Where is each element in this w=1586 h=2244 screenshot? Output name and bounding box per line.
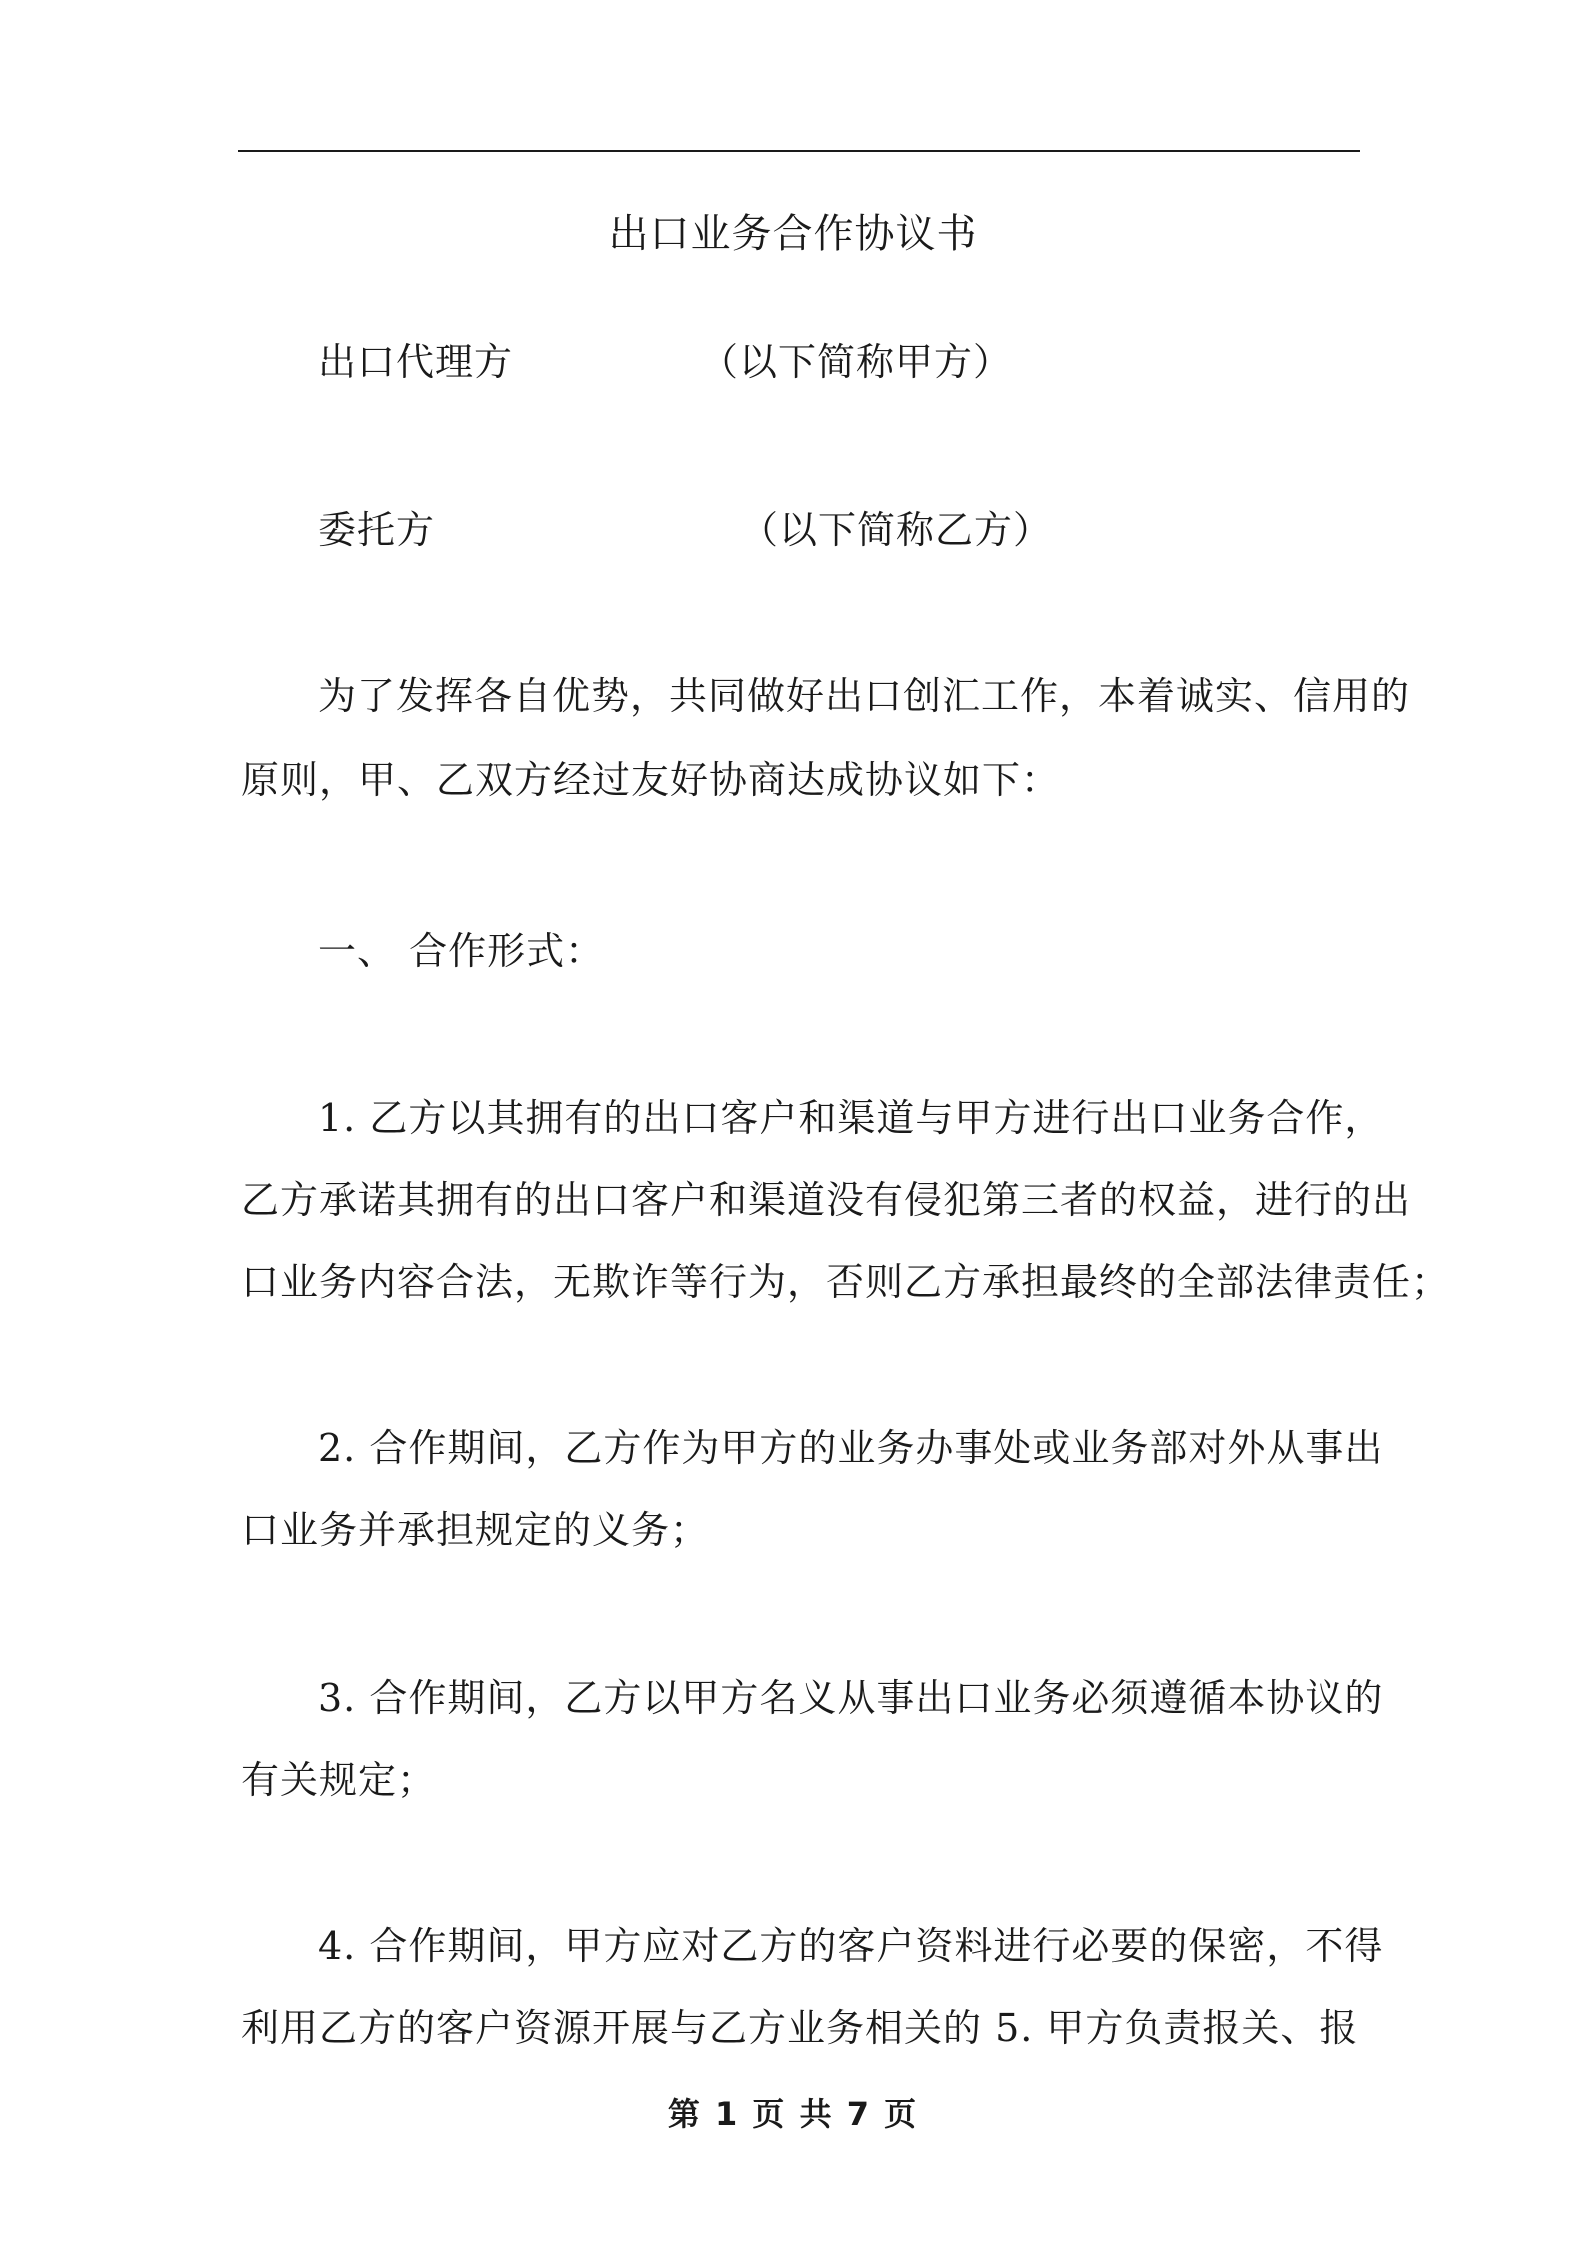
clause-1-line-2: 乙方承诺其拥有的出口客户和渠道没有侵犯第三者的权益，进行的出 [241, 1178, 1412, 1222]
party-a-label: 出口代理方 [318, 340, 514, 384]
clause-4-line-1: 4. 合作期间，甲方应对乙方的客户资料进行必要的保密，不得 [318, 1924, 1384, 1968]
clause-4-line-2: 利用乙方的客户资源开展与乙方业务相关的 5. 甲方负责报关、报 [241, 2006, 1359, 2050]
clause-1-line-1: 1. 乙方以其拥有的出口客户和渠道与甲方进行出口业务合作， [318, 1096, 1384, 1140]
page-number: 第 1 页 共 7 页 [667, 2095, 919, 2133]
header-rule [238, 150, 1360, 152]
clause-2-line-1: 2. 合作期间，乙方作为甲方的业务办事处或业务部对外从事出 [318, 1426, 1384, 1470]
party-b-alias: （以下简称乙方） [740, 508, 1053, 552]
preamble-line-1: 为了发挥各自优势，共同做好出口创汇工作，本着诚实、信用的 [318, 674, 1411, 718]
preamble-line-2: 原则，甲、乙双方经过友好协商达成协议如下： [241, 758, 1061, 802]
party-b-label: 委托方 [318, 508, 436, 552]
document-title: 出口业务合作协议书 [608, 211, 978, 257]
clause-3-line-2: 有关规定； [241, 1758, 437, 1802]
clause-3-line-1: 3. 合作期间，乙方以甲方名义从事出口业务必须遵循本协议的 [318, 1676, 1384, 1720]
clause-2-line-2: 口业务并承担规定的义务； [241, 1508, 710, 1552]
clause-1-line-3: 口业务内容合法，无欺诈等行为，否则乙方承担最终的全部法律责任； [241, 1260, 1451, 1304]
party-a-alias: （以下简称甲方） [700, 340, 1013, 384]
section-heading-1: 一、 合作形式： [318, 929, 605, 973]
